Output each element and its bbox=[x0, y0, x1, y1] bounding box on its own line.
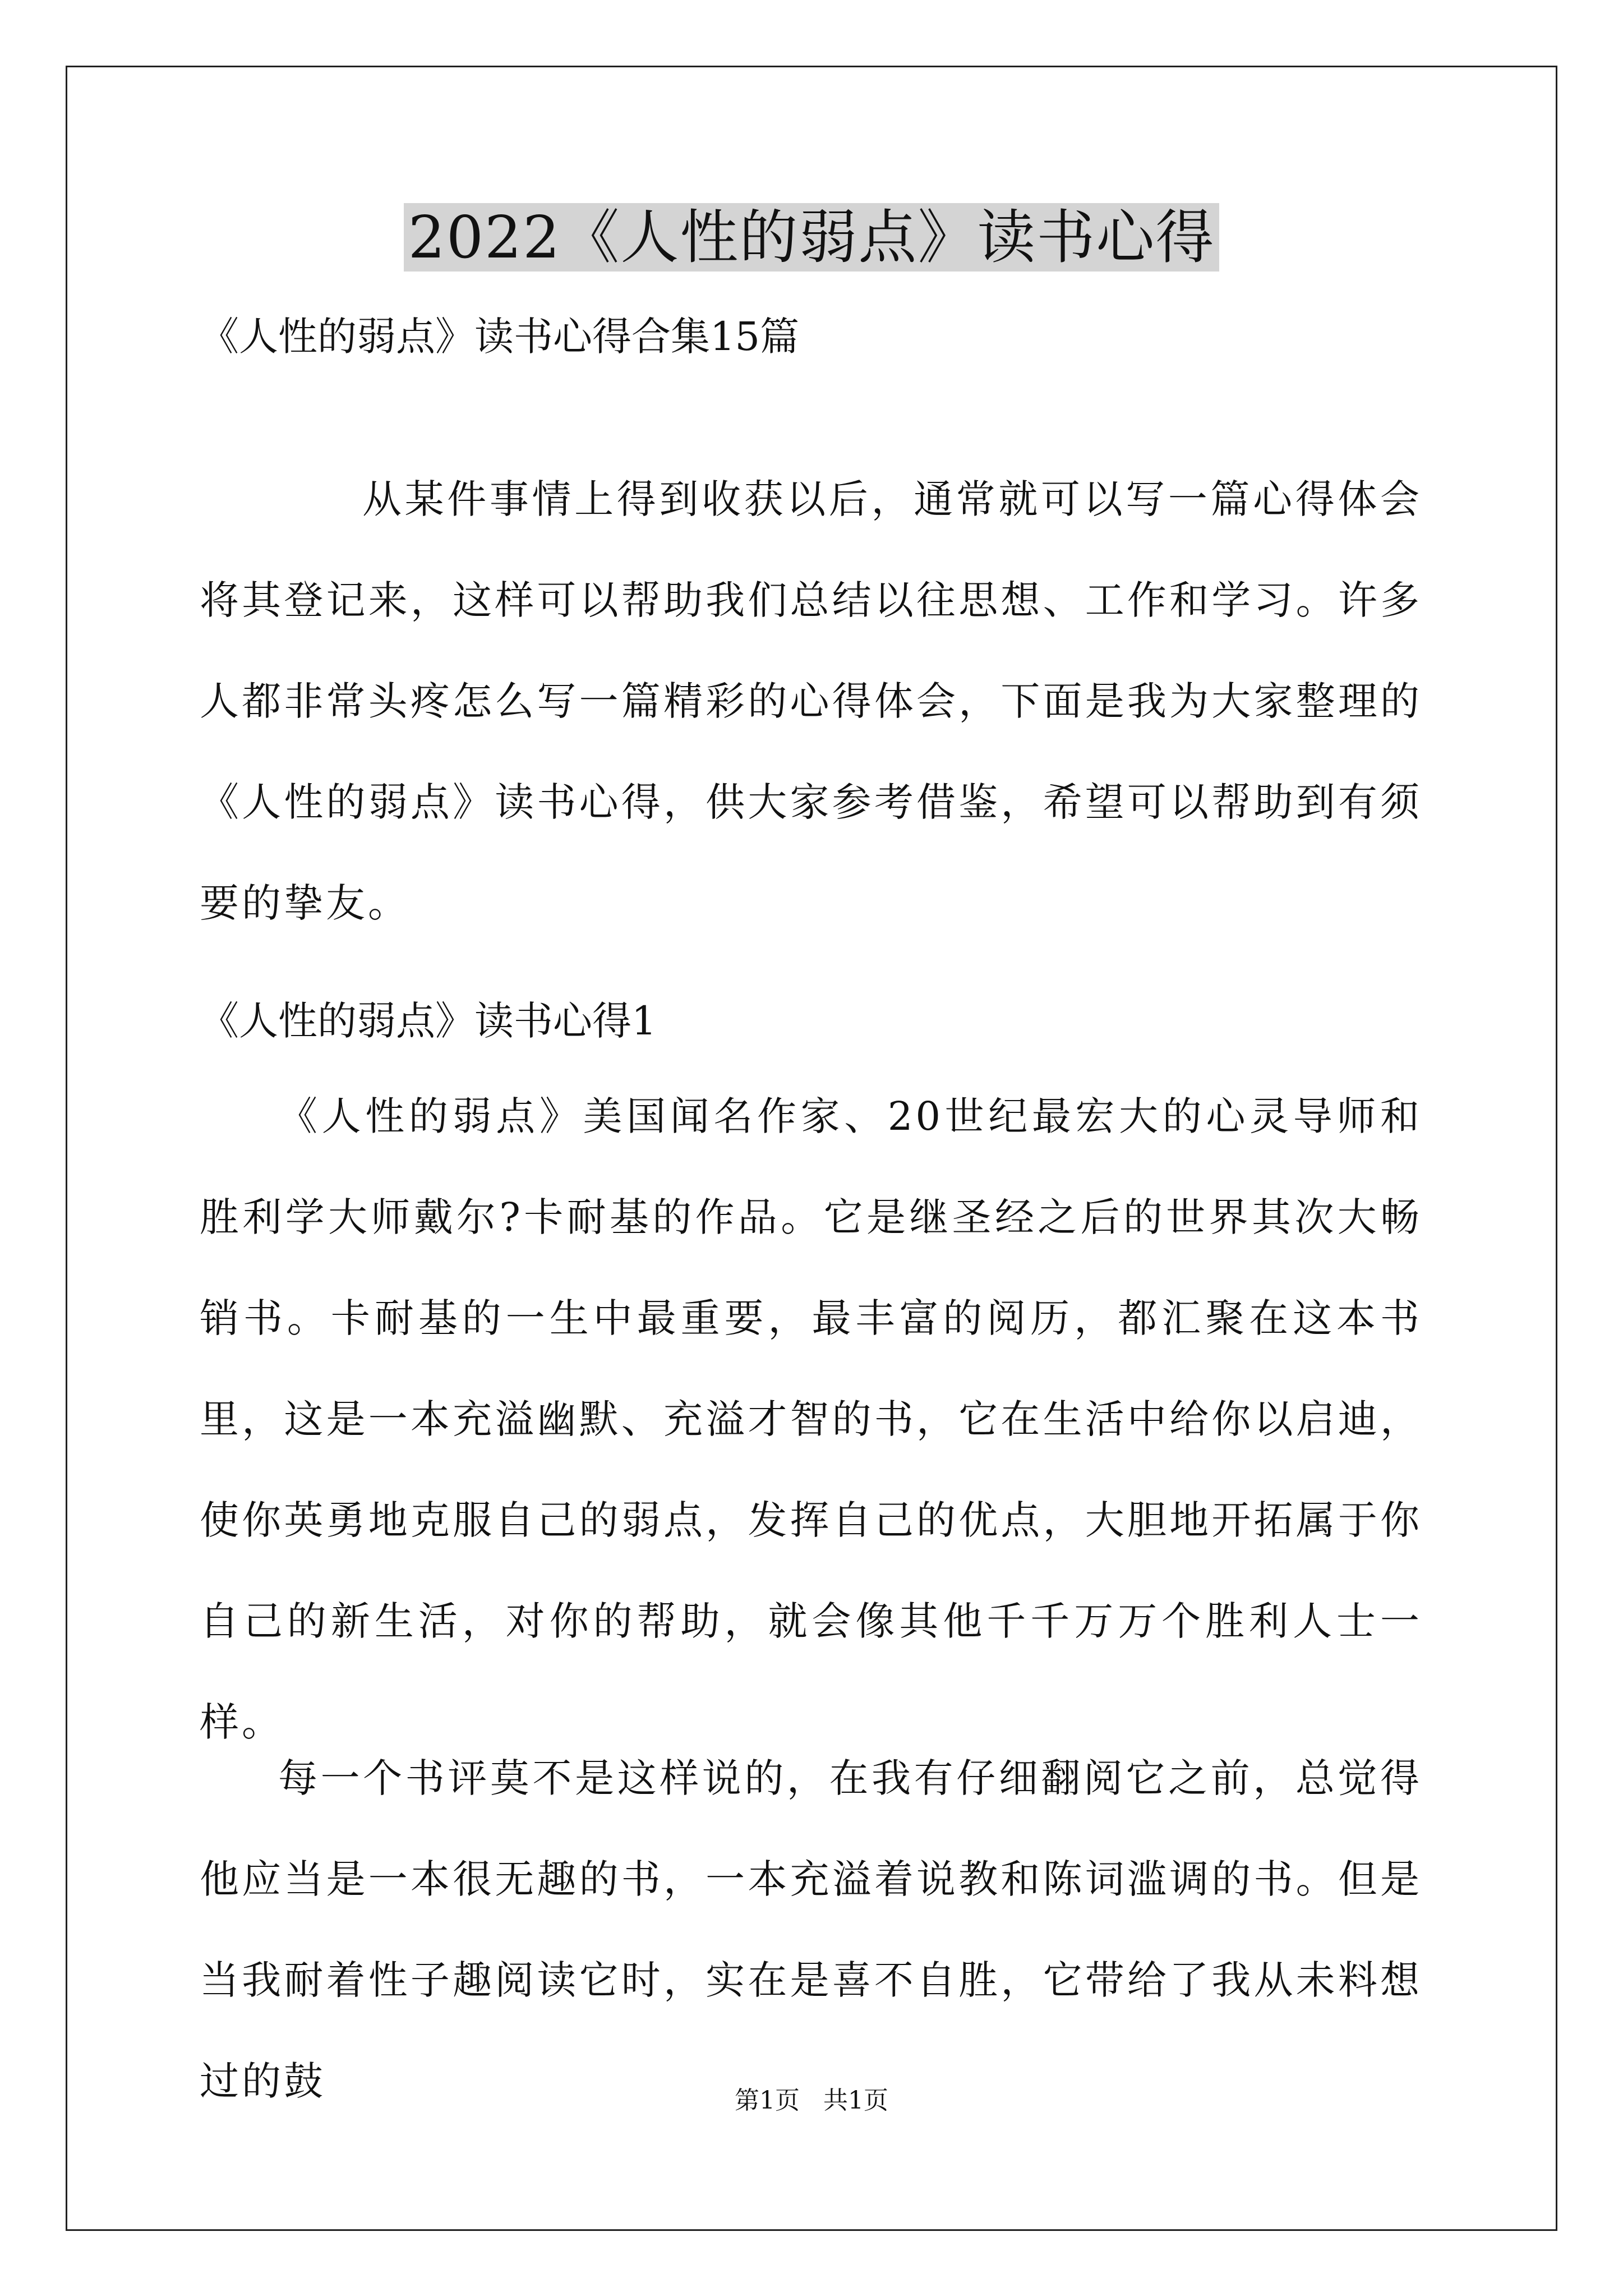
document-title-text: 2022《人性的弱点》读书心得 bbox=[404, 203, 1220, 272]
body-paragraph-2: 每一个书评莫不是这样说的，在我有仔细翻阅它之前，总觉得他应当是一本很无趣的书，一本充溢着说教和陈词滥调的书。但是当我耐着性子趣阅读它时，实在是喜不自胜，它带给了我从未料想过的鼓 bbox=[200, 1755, 1422, 2104]
intro-paragraph: 从某件事情上得到收获以后，通常就可以写一篇心得体会将其登记来，这样可以帮助我们总结以往思想、工作和学习。许多人都非常头疼怎么写一篇精彩的心得体会，下面是我为大家整理的《人性的弱点》读书心得，供大家参考借鉴，希望可以帮助到有须要的挚友。 bbox=[200, 476, 1422, 926]
page-footer: 第1页 共1页 bbox=[735, 2086, 888, 2115]
document-title bbox=[0, 195, 1623, 279]
section-heading: 《人性的弱点》读书心得1 bbox=[200, 998, 657, 1044]
body-paragraph-1: 《人性的弱点》美国闻名作家、20世纪最宏大的心灵导师和胜利学大师戴尔?卡耐基的作品。它是继圣经之后的世界其次大畅销书。卡耐基的一生中最重要，最丰富的阅历，都汇聚在这本书里，这是一本充溢幽默、充溢才智的书，它在生活中给你以启迪，使你英勇地克服自己的弱点，发挥自己的优点，大胆地开拓属于你自己的新生活，对你的帮助，就会像其他千千万万个胜利人士一样。 bbox=[200, 1093, 1422, 1745]
document-subtitle: 《人性的弱点》读书心得合集15篇 bbox=[200, 314, 800, 360]
